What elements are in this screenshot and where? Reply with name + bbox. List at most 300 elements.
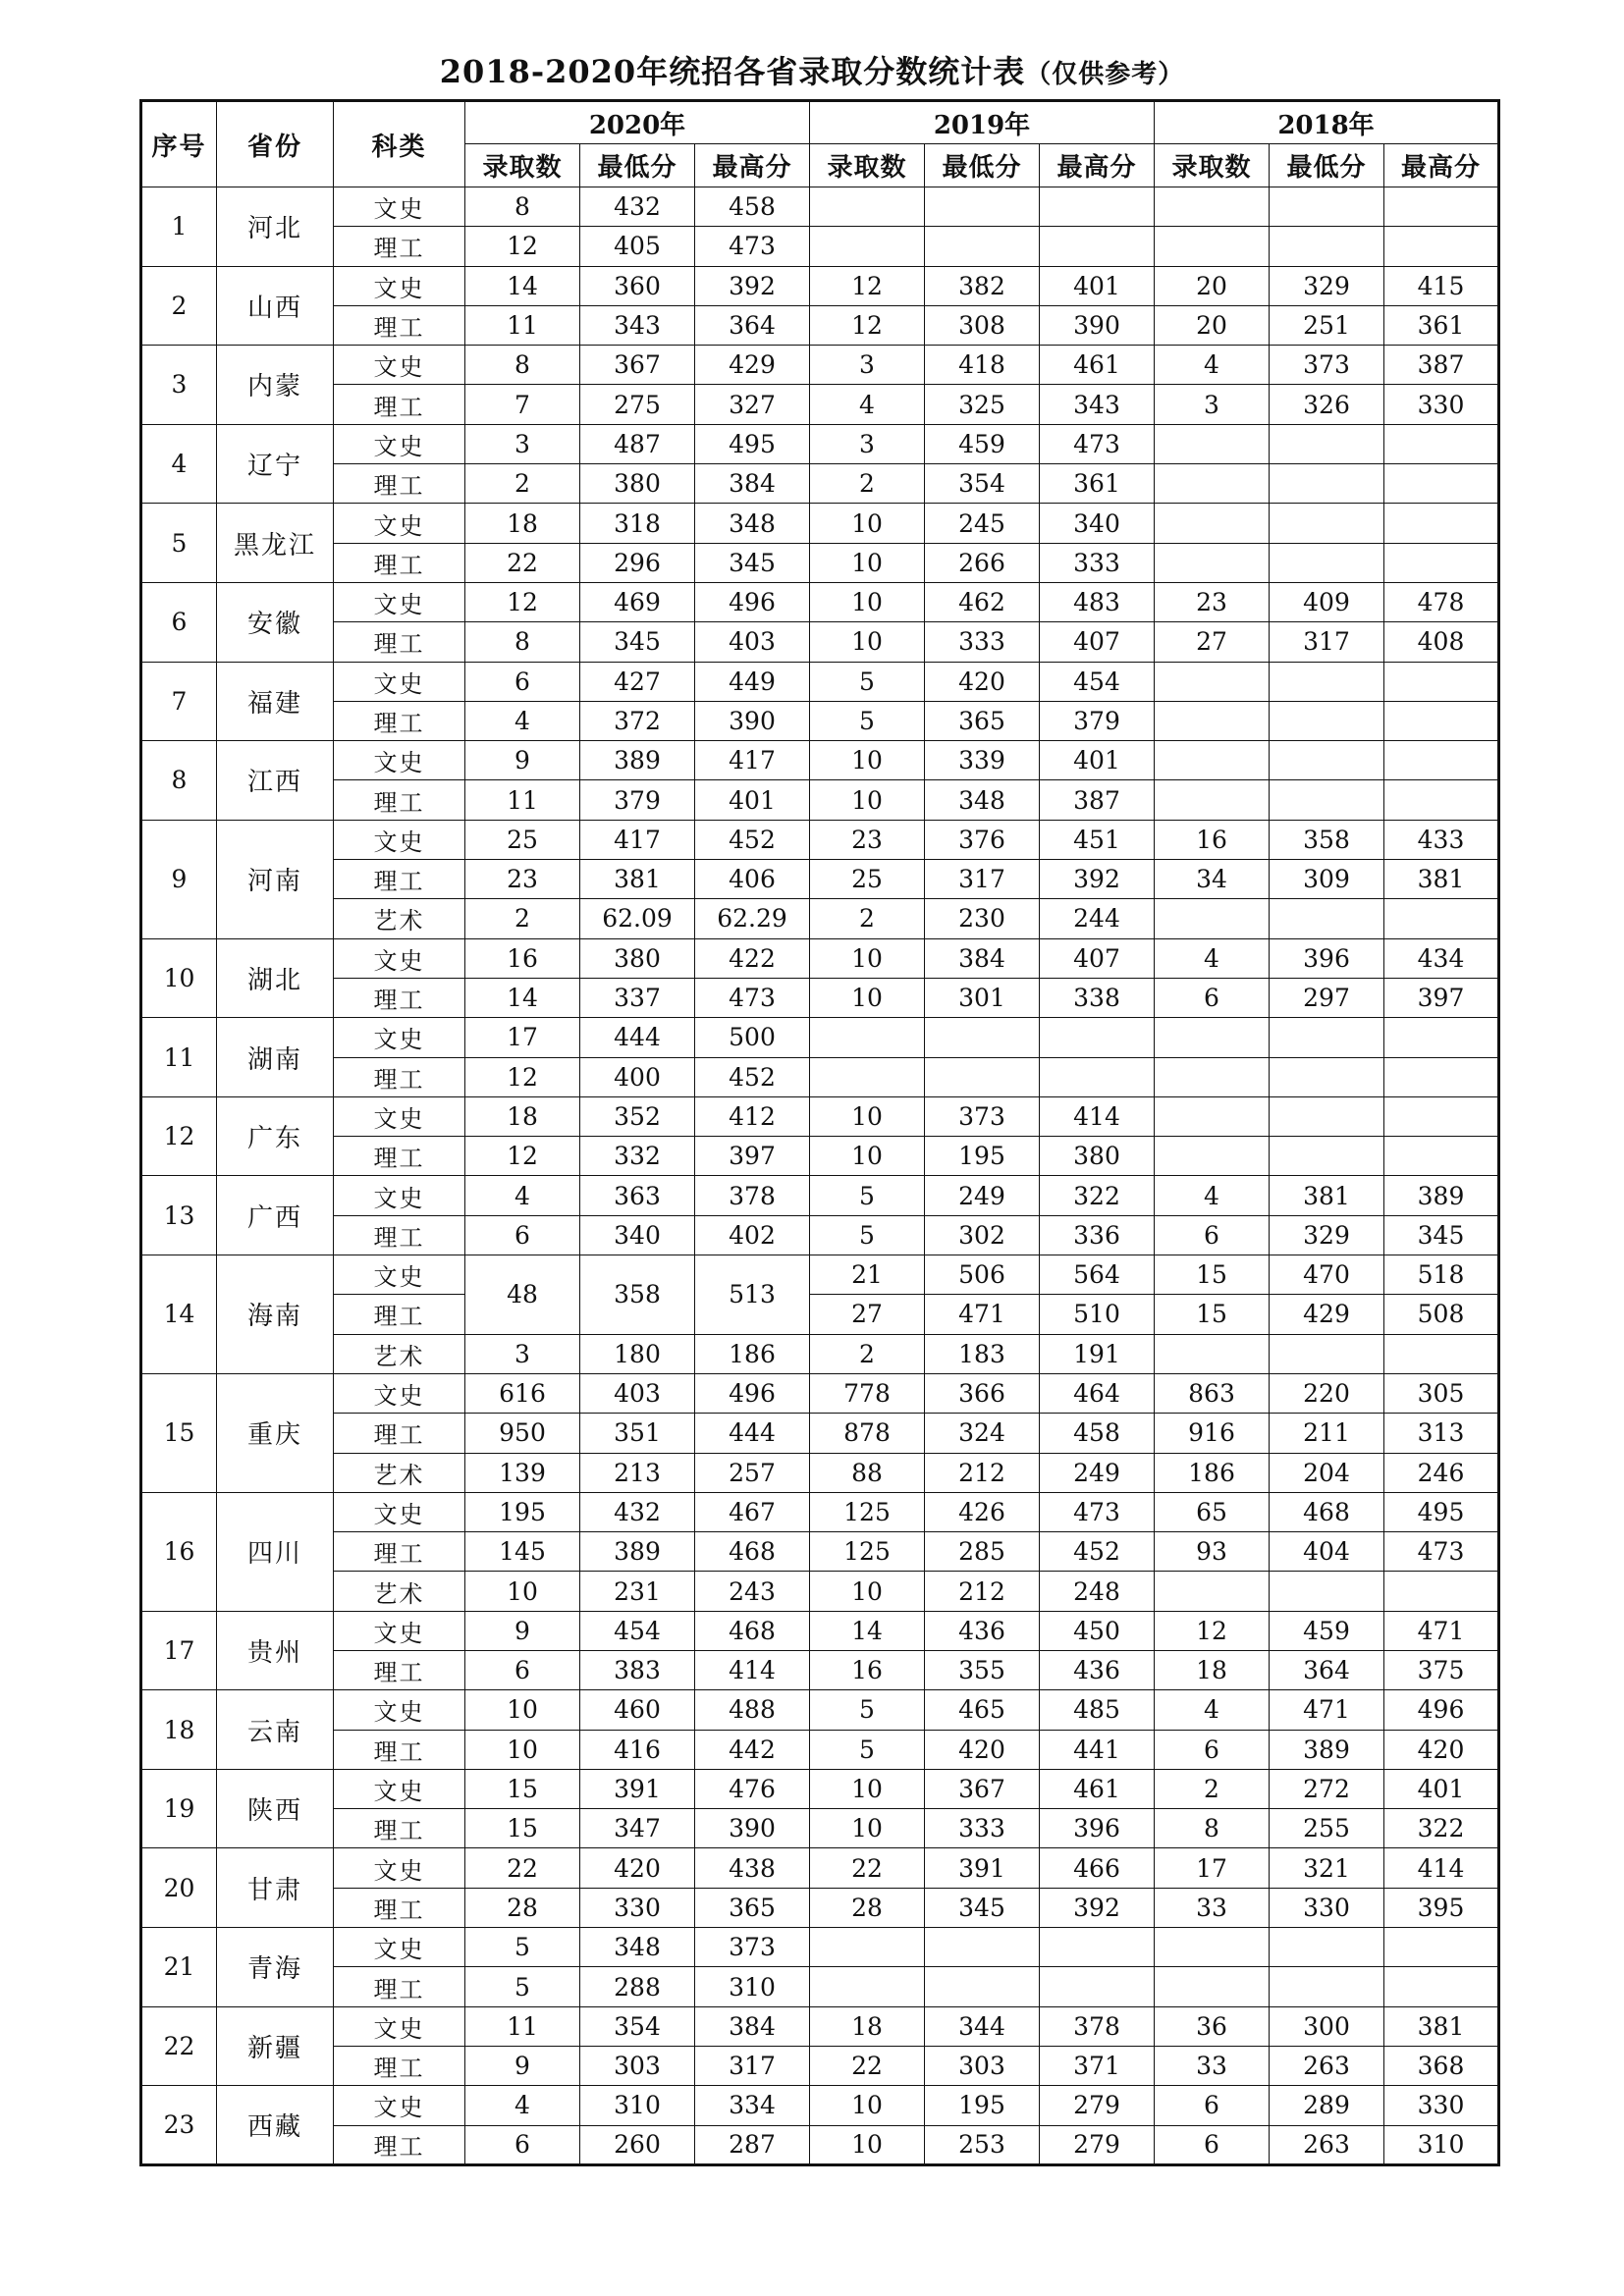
cell-value: 322 [1040, 1176, 1155, 1215]
cell-value: 6 [1155, 2086, 1270, 2125]
cell-value: 244 [1040, 899, 1155, 938]
cell-category: 理工 [334, 385, 465, 424]
cell-value: 381 [1270, 1176, 1384, 1215]
cell-value: 334 [695, 2086, 810, 2125]
cell-value: 275 [580, 385, 695, 424]
cell-value: 452 [1040, 1532, 1155, 1572]
cell-category: 艺术 [334, 1453, 465, 1492]
table-row [141, 582, 1499, 621]
cell-value: 469 [580, 582, 695, 621]
cell-province: 河北 [217, 187, 334, 267]
cell-value [1270, 543, 1384, 582]
cell-value [1384, 1018, 1499, 1057]
cell-value: 11 [465, 2006, 580, 2046]
cell-value: 401 [1384, 1769, 1499, 1808]
cell-value: 12 [465, 1137, 580, 1176]
cell-value: 375 [1384, 1650, 1499, 1689]
table-row [141, 1769, 1499, 1808]
cell-value [1040, 1018, 1155, 1057]
cell-value: 330 [1384, 2086, 1499, 2125]
cell-value: 333 [925, 1809, 1040, 1848]
cell-value: 330 [1384, 385, 1499, 424]
cell-value: 450 [1040, 1611, 1155, 1650]
cell-province: 广西 [217, 1176, 334, 1255]
cell-value [1155, 741, 1270, 780]
cell-value: 373 [695, 1928, 810, 1967]
cell-value: 8 [465, 187, 580, 227]
cell-seq: 3 [141, 346, 217, 425]
table-row [141, 346, 1499, 385]
cell-value: 432 [580, 1492, 695, 1531]
table-row [141, 1096, 1499, 1136]
cell-value [1155, 662, 1270, 701]
table-row [141, 187, 1499, 227]
cell-seq: 15 [141, 1373, 217, 1492]
cell-value [1155, 464, 1270, 504]
cell-province: 西藏 [217, 2086, 334, 2165]
cell-value: 17 [465, 1018, 580, 1057]
header-metric: 录取数 [465, 144, 580, 187]
table-row [141, 1018, 1499, 1057]
cell-value: 471 [1270, 1690, 1384, 1730]
cell-value: 392 [695, 266, 810, 305]
cell-value: 5 [810, 1730, 925, 1769]
cell-value: 863 [1155, 1373, 1270, 1413]
cell-category: 理工 [334, 1967, 465, 2006]
cell-value: 458 [1040, 1414, 1155, 1453]
cell-value-merged: 358 [580, 1255, 695, 1335]
cell-value: 408 [1384, 622, 1499, 662]
cell-value: 303 [925, 2046, 1040, 2085]
cell-value [1270, 424, 1384, 463]
cell-value: 22 [810, 2046, 925, 2085]
cell-category: 理工 [334, 978, 465, 1017]
cell-seq: 20 [141, 1848, 217, 1928]
cell-province: 贵州 [217, 1611, 334, 1690]
cell-seq: 8 [141, 741, 217, 821]
header-metric: 最低分 [925, 144, 1040, 187]
cell-value [1270, 187, 1384, 227]
cell-value: 310 [580, 2086, 695, 2125]
cell-value: 363 [580, 1176, 695, 1215]
cell-value: 338 [1040, 978, 1155, 1017]
cell-seq: 10 [141, 938, 217, 1018]
cell-value: 371 [1040, 2046, 1155, 2085]
cell-value: 16 [810, 1650, 925, 1689]
cell-value: 10 [465, 1690, 580, 1730]
cell-value: 950 [465, 1414, 580, 1453]
cell-value [1384, 1137, 1499, 1176]
cell-province: 海南 [217, 1255, 334, 1374]
cell-value: 373 [925, 1096, 1040, 1136]
cell-seq: 14 [141, 1255, 217, 1374]
cell-value: 302 [925, 1215, 1040, 1255]
cell-value: 22 [810, 1848, 925, 1888]
cell-value: 470 [1270, 1255, 1384, 1295]
cell-value: 322 [1384, 1809, 1499, 1848]
cell-value: 9 [465, 741, 580, 780]
cell-value: 365 [695, 1888, 810, 1927]
cell-value: 249 [1040, 1453, 1155, 1492]
cell-value: 878 [810, 1414, 925, 1453]
cell-category: 文史 [334, 741, 465, 780]
cell-value: 383 [580, 1650, 695, 1689]
cell-value: 510 [1040, 1295, 1155, 1334]
title-note: （仅供参考） [1025, 60, 1185, 89]
cell-value: 16 [465, 938, 580, 978]
cell-value: 211 [1270, 1414, 1384, 1453]
cell-value: 506 [925, 1255, 1040, 1295]
cell-value: 354 [580, 2006, 695, 2046]
cell-value [1155, 187, 1270, 227]
cell-value: 389 [1384, 1176, 1499, 1215]
cell-value: 333 [1040, 543, 1155, 582]
cell-value: 14 [810, 1611, 925, 1650]
cell-value: 351 [580, 1414, 695, 1453]
table-row [141, 701, 1499, 740]
cell-value: 62.29 [695, 899, 810, 938]
cell-value: 65 [1155, 1492, 1270, 1531]
cell-value: 427 [580, 662, 695, 701]
cell-value: 347 [580, 1809, 695, 1848]
cell-value [1040, 1928, 1155, 1967]
cell-value: 409 [1270, 582, 1384, 621]
cell-category: 理工 [334, 780, 465, 820]
cell-value: 309 [1270, 860, 1384, 899]
cell-value [1270, 1967, 1384, 2006]
cell-value: 10 [810, 2086, 925, 2125]
cell-value: 429 [1270, 1295, 1384, 1334]
cell-value: 10 [465, 1572, 580, 1611]
table-row [141, 1453, 1499, 1492]
cell-value [1384, 662, 1499, 701]
cell-value: 263 [1270, 2046, 1384, 2085]
cell-value: 125 [810, 1532, 925, 1572]
cell-category: 文史 [334, 504, 465, 543]
cell-value [1384, 543, 1499, 582]
header-metric: 最高分 [1040, 144, 1155, 187]
cell-value: 449 [695, 662, 810, 701]
cell-value: 329 [1270, 1215, 1384, 1255]
cell-value [1040, 1967, 1155, 2006]
cell-province: 福建 [217, 662, 334, 741]
cell-value: 460 [580, 1690, 695, 1730]
cell-value: 212 [925, 1453, 1040, 1492]
cell-value: 318 [580, 504, 695, 543]
cell-province: 内蒙 [217, 346, 334, 425]
cell-value: 4 [1155, 1690, 1270, 1730]
cell-value: 616 [465, 1373, 580, 1413]
cell-category: 文史 [334, 424, 465, 463]
cell-value [1155, 1928, 1270, 1967]
page-title [0, 47, 1624, 92]
cell-value: 485 [1040, 1690, 1155, 1730]
cell-value [810, 1928, 925, 1967]
cell-category: 艺术 [334, 899, 465, 938]
cell-value [1155, 899, 1270, 938]
table-row [141, 938, 1499, 978]
header-metric: 最高分 [1384, 144, 1499, 187]
cell-value: 195 [925, 1137, 1040, 1176]
cell-value: 471 [925, 1295, 1040, 1334]
cell-value [1155, 1137, 1270, 1176]
cell-value [1155, 543, 1270, 582]
cell-seq: 21 [141, 1928, 217, 2007]
cell-value: 405 [580, 227, 695, 266]
cell-value [810, 1967, 925, 2006]
cell-value: 466 [1040, 1848, 1155, 1888]
cell-value: 5 [465, 1967, 580, 2006]
cell-value: 414 [1384, 1848, 1499, 1888]
cell-value: 6 [1155, 1215, 1270, 1255]
table-row [141, 1888, 1499, 1927]
cell-value [1384, 1334, 1499, 1373]
cell-value [1270, 227, 1384, 266]
cell-province: 安徽 [217, 582, 334, 662]
cell-value: 10 [810, 2125, 925, 2164]
cell-value: 313 [1384, 1414, 1499, 1453]
cell-value [1384, 741, 1499, 780]
cell-value: 384 [695, 2006, 810, 2046]
cell-value: 495 [1384, 1492, 1499, 1531]
cell-value: 4 [465, 1176, 580, 1215]
cell-value: 8 [465, 622, 580, 662]
cell-value: 300 [1270, 2006, 1384, 2046]
cell-category: 文史 [334, 1690, 465, 1730]
cell-value: 2 [465, 464, 580, 504]
cell-value: 279 [1040, 2125, 1155, 2164]
table-row [141, 227, 1499, 266]
table-row [141, 780, 1499, 820]
cell-value: 403 [695, 622, 810, 662]
cell-value: 343 [1040, 385, 1155, 424]
cell-value: 2 [465, 899, 580, 938]
cell-value [1155, 1096, 1270, 1136]
cell-value: 20 [1155, 305, 1270, 345]
cell-category: 文史 [334, 1018, 465, 1057]
cell-value: 367 [925, 1769, 1040, 1808]
cell-value: 473 [695, 978, 810, 1017]
cell-seq: 17 [141, 1611, 217, 1690]
cell-value: 212 [925, 1572, 1040, 1611]
header-year-2020: 2020年 [465, 101, 810, 144]
cell-value: 778 [810, 1373, 925, 1413]
cell-value: 403 [580, 1373, 695, 1413]
cell-value: 352 [580, 1096, 695, 1136]
cell-value: 62.09 [580, 899, 695, 938]
cell-value: 454 [580, 1611, 695, 1650]
table-row [141, 424, 1499, 463]
cell-value: 473 [1384, 1532, 1499, 1572]
cell-value: 415 [1384, 266, 1499, 305]
cell-value: 308 [925, 305, 1040, 345]
cell-value: 343 [580, 305, 695, 345]
cell-value: 380 [580, 464, 695, 504]
cell-value: 468 [695, 1532, 810, 1572]
cell-category: 文史 [334, 1611, 465, 1650]
table-row [141, 820, 1499, 859]
cell-value: 303 [580, 2046, 695, 2085]
cell-value: 337 [580, 978, 695, 1017]
table-row [141, 1334, 1499, 1373]
cell-value [1155, 1334, 1270, 1373]
cell-value: 368 [1384, 2046, 1499, 2085]
cell-value: 345 [925, 1888, 1040, 1927]
cell-value: 420 [580, 1848, 695, 1888]
cell-value [1270, 1572, 1384, 1611]
cell-value [1155, 227, 1270, 266]
cell-value: 15 [1155, 1295, 1270, 1334]
cell-value: 321 [1270, 1848, 1384, 1888]
cell-value: 407 [1040, 622, 1155, 662]
cell-value: 21 [810, 1255, 925, 1295]
cell-value: 564 [1040, 1255, 1155, 1295]
cell-value [1384, 1928, 1499, 1967]
cell-value [1384, 187, 1499, 227]
cell-value: 317 [695, 2046, 810, 2085]
cell-value: 285 [925, 1532, 1040, 1572]
table-row [141, 1295, 1499, 1334]
cell-seq: 9 [141, 820, 217, 938]
cell-value: 10 [810, 504, 925, 543]
cell-value: 11 [465, 305, 580, 345]
table-row [141, 860, 1499, 899]
cell-value: 429 [695, 346, 810, 385]
cell-value: 6 [465, 662, 580, 701]
cell-province: 重庆 [217, 1373, 334, 1492]
cell-seq: 2 [141, 266, 217, 346]
cell-value: 2 [810, 899, 925, 938]
cell-value: 12 [465, 1057, 580, 1096]
cell-value: 384 [925, 938, 1040, 978]
cell-value: 333 [925, 622, 1040, 662]
table-row [141, 622, 1499, 662]
cell-value: 376 [925, 820, 1040, 859]
cell-province: 新疆 [217, 2006, 334, 2086]
cell-seq: 4 [141, 424, 217, 504]
cell-value [925, 227, 1040, 266]
cell-value [1155, 780, 1270, 820]
cell-seq: 16 [141, 1492, 217, 1611]
cell-value: 402 [695, 1215, 810, 1255]
cell-value: 354 [925, 464, 1040, 504]
cell-value: 5 [810, 1690, 925, 1730]
cell-value [1384, 1096, 1499, 1136]
table-row [141, 1848, 1499, 1888]
cell-value: 418 [925, 346, 1040, 385]
cell-value: 5 [810, 1215, 925, 1255]
cell-category: 文史 [334, 662, 465, 701]
cell-value [1155, 504, 1270, 543]
cell-value: 438 [695, 1848, 810, 1888]
cell-seq: 18 [141, 1690, 217, 1770]
cell-category: 理工 [334, 622, 465, 662]
cell-value: 379 [1040, 701, 1155, 740]
cell-category: 理工 [334, 464, 465, 504]
table-row [141, 266, 1499, 305]
cell-value: 508 [1384, 1295, 1499, 1334]
cell-value: 382 [925, 266, 1040, 305]
cell-value: 412 [695, 1096, 810, 1136]
table-row [141, 1611, 1499, 1650]
cell-value: 6 [465, 1215, 580, 1255]
cell-value [1384, 780, 1499, 820]
cell-value: 25 [810, 860, 925, 899]
table-row [141, 1373, 1499, 1413]
table-row [141, 543, 1499, 582]
cell-value: 139 [465, 1453, 580, 1492]
cell-province: 江西 [217, 741, 334, 821]
table-row [141, 305, 1499, 345]
cell-category: 文史 [334, 1255, 465, 1295]
cell-value: 381 [580, 860, 695, 899]
cell-value: 380 [580, 938, 695, 978]
cell-province: 陕西 [217, 1769, 334, 1848]
cell-value: 243 [695, 1572, 810, 1611]
table-row [141, 2125, 1499, 2164]
header-metric: 最高分 [695, 144, 810, 187]
cell-value [1384, 504, 1499, 543]
cell-value: 22 [465, 1848, 580, 1888]
cell-value: 401 [1040, 266, 1155, 305]
cell-value: 3 [1155, 385, 1270, 424]
cell-province: 河南 [217, 820, 334, 938]
cell-value: 476 [695, 1769, 810, 1808]
cell-value [1270, 1057, 1384, 1096]
cell-value [1155, 1572, 1270, 1611]
cell-seq: 5 [141, 504, 217, 583]
cell-value: 195 [465, 1492, 580, 1531]
cell-category: 文史 [334, 1492, 465, 1531]
cell-category: 文史 [334, 187, 465, 227]
cell-value: 249 [925, 1176, 1040, 1215]
cell-category: 文史 [334, 266, 465, 305]
cell-value: 330 [580, 1888, 695, 1927]
cell-value: 3 [810, 346, 925, 385]
cell-value: 417 [580, 820, 695, 859]
cell-value: 420 [925, 662, 1040, 701]
cell-value: 23 [465, 860, 580, 899]
cell-value: 6 [465, 2125, 580, 2164]
cell-province: 云南 [217, 1690, 334, 1770]
cell-value: 404 [1270, 1532, 1384, 1572]
header-province: 省份 [217, 101, 334, 187]
cell-value: 396 [1040, 1809, 1155, 1848]
cell-value: 436 [925, 1611, 1040, 1650]
cell-value: 355 [925, 1650, 1040, 1689]
cell-value: 360 [580, 266, 695, 305]
cell-value: 28 [465, 1888, 580, 1927]
title-text: 2018-2020年统招各省录取分数统计表 [439, 53, 1026, 90]
cell-value: 10 [465, 1730, 580, 1769]
cell-value [1384, 701, 1499, 740]
header-seq: 序号 [141, 101, 217, 187]
cell-value: 416 [580, 1730, 695, 1769]
cell-value: 251 [1270, 305, 1384, 345]
cell-value: 180 [580, 1334, 695, 1373]
cell-value: 441 [1040, 1730, 1155, 1769]
cell-value [1155, 424, 1270, 463]
cell-value [1384, 1057, 1499, 1096]
cell-value: 28 [810, 1888, 925, 1927]
table-row [141, 1255, 1499, 1295]
cell-value: 125 [810, 1492, 925, 1531]
cell-value: 12 [465, 227, 580, 266]
cell-value: 3 [465, 1334, 580, 1373]
cell-value: 266 [925, 543, 1040, 582]
cell-value: 317 [1270, 622, 1384, 662]
cell-value: 297 [1270, 978, 1384, 1017]
